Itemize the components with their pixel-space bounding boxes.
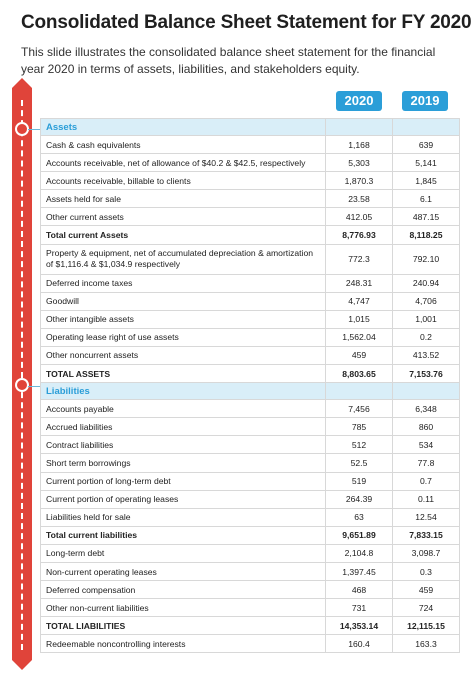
value-2019: 77.8 xyxy=(393,454,460,472)
value-2019: 4,706 xyxy=(393,292,460,310)
table-row xyxy=(41,418,460,436)
value-2020: 160.4 xyxy=(326,635,393,653)
table-row xyxy=(41,208,460,226)
value-2019: 1,001 xyxy=(393,310,460,328)
row-label: TOTAL ASSETS xyxy=(41,365,326,383)
table-row xyxy=(41,508,460,526)
value-2020: 8,776.93 xyxy=(326,226,393,244)
value-2019: 12.54 xyxy=(393,508,460,526)
table-row xyxy=(41,346,460,364)
timeline-bottom-arrow xyxy=(12,660,32,670)
row-label: Goodwill xyxy=(41,292,326,310)
row-label: Liabilities held for sale xyxy=(41,508,326,526)
value-2019: 459 xyxy=(393,581,460,599)
value-2020: 2,104.8 xyxy=(326,544,393,562)
row-label: Deferred compensation xyxy=(41,581,326,599)
value-2019: 487.15 xyxy=(393,208,460,226)
table-row xyxy=(41,244,460,274)
table-row xyxy=(41,454,460,472)
value-2020: 1,168 xyxy=(326,136,393,154)
value-2019: 7,833.15 xyxy=(393,526,460,544)
value-2020: 1,397.45 xyxy=(326,562,393,580)
value-2019: 7,153.76 xyxy=(393,365,460,383)
value-2020: 731 xyxy=(326,599,393,617)
section-title: Liabilities xyxy=(41,383,326,400)
value-2020: 264.39 xyxy=(326,490,393,508)
value-2020: 63 xyxy=(326,508,393,526)
value-2019: 534 xyxy=(393,436,460,454)
value-2019: 5,141 xyxy=(393,154,460,172)
value-2019: 240.94 xyxy=(393,274,460,292)
subtotal-row xyxy=(41,526,460,544)
value-2020: 1,015 xyxy=(326,310,393,328)
section-title: Assets xyxy=(41,119,326,136)
value-2020: 459 xyxy=(326,346,393,364)
value-2019: 0.2 xyxy=(393,328,460,346)
value-2020: 7,456 xyxy=(326,400,393,418)
value-2020: 468 xyxy=(326,581,393,599)
total-row xyxy=(41,365,460,383)
table-row xyxy=(41,599,460,617)
section-header-liabilities xyxy=(41,383,460,400)
table-row xyxy=(41,490,460,508)
row-label: Long-term debt xyxy=(41,544,326,562)
timeline-top-arrow xyxy=(12,78,32,88)
row-label: Assets held for sale xyxy=(41,190,326,208)
value-2020: 52.5 xyxy=(326,454,393,472)
table-row xyxy=(41,544,460,562)
subtotal-row xyxy=(41,226,460,244)
timeline-bar xyxy=(12,88,32,660)
table-row xyxy=(41,328,460,346)
total-row xyxy=(41,617,460,635)
value-2019: 6.1 xyxy=(393,190,460,208)
row-label: Accounts receivable, net of allowance of $40.2 & $42.5, respectively xyxy=(41,154,326,172)
value-2020: 9,651.89 xyxy=(326,526,393,544)
value-2019: 0.3 xyxy=(393,562,460,580)
table-row xyxy=(41,436,460,454)
value-2020: 785 xyxy=(326,418,393,436)
row-label: Accounts receivable, billable to clients xyxy=(41,172,326,190)
value-2019: 0.11 xyxy=(393,490,460,508)
value-2019: 163.3 xyxy=(393,635,460,653)
table-row xyxy=(41,172,460,190)
table-row xyxy=(41,190,460,208)
value-2019: 0.7 xyxy=(393,472,460,490)
table-row xyxy=(41,581,460,599)
year-header-2020: 2020 xyxy=(336,91,382,111)
row-label: Contract liabilities xyxy=(41,436,326,454)
value-2019: 792.10 xyxy=(393,244,460,274)
table-row xyxy=(41,635,460,653)
value-2020: 1,562.04 xyxy=(326,328,393,346)
value-2020: 1,870.3 xyxy=(326,172,393,190)
table-row xyxy=(41,154,460,172)
value-2019: 724 xyxy=(393,599,460,617)
value-2019: 8,118.25 xyxy=(393,226,460,244)
value-2020: 519 xyxy=(326,472,393,490)
row-label: Non-current operating leases xyxy=(41,562,326,580)
timeline-node-assets xyxy=(15,122,29,136)
row-label: Accounts payable xyxy=(41,400,326,418)
value-2020: 8,803.65 xyxy=(326,365,393,383)
row-label: Other current assets xyxy=(41,208,326,226)
row-label: Other intangible assets xyxy=(41,310,326,328)
row-label: Accrued liabilities xyxy=(41,418,326,436)
value-2020: 14,353.14 xyxy=(326,617,393,635)
table-row xyxy=(41,310,460,328)
page-description: This slide illustrates the consolidated balance sheet statement for the financial year 2020 in terms of assets, liabilities, and stakeholders equity. xyxy=(21,45,436,76)
row-label: Current portion of operating leases xyxy=(41,490,326,508)
value-2020: 512 xyxy=(326,436,393,454)
table-row xyxy=(41,562,460,580)
row-label: Property & equipment, net of accumulated depreciation & amortization of $1,116.4 & $1,034.9 respectively xyxy=(41,244,326,274)
table-row xyxy=(41,472,460,490)
value-2020: 4,747 xyxy=(326,292,393,310)
value-2020: 412.05 xyxy=(326,208,393,226)
row-label: Cash & cash equivalents xyxy=(41,136,326,154)
row-label: Total current Assets xyxy=(41,226,326,244)
page-title: Consolidated Balance Sheet Statement for FY 2020 xyxy=(21,12,472,33)
table-row xyxy=(41,400,460,418)
table-row xyxy=(41,136,460,154)
value-2020: 23.58 xyxy=(326,190,393,208)
value-2020: 5,303 xyxy=(326,154,393,172)
row-label: Total current liabilities xyxy=(41,526,326,544)
balance-sheet-table xyxy=(40,118,460,653)
row-label: TOTAL LIABILITIES xyxy=(41,617,326,635)
row-label: Other noncurrent assets xyxy=(41,346,326,364)
table-row xyxy=(41,274,460,292)
value-2020: 772.3 xyxy=(326,244,393,274)
section-header-assets xyxy=(41,119,460,136)
row-label: Operating lease right of use assets xyxy=(41,328,326,346)
row-label: Short term borrowings xyxy=(41,454,326,472)
row-label: Deferred income taxes xyxy=(41,274,326,292)
value-2019: 12,115.15 xyxy=(393,617,460,635)
value-2019: 6,348 xyxy=(393,400,460,418)
value-2019: 413.52 xyxy=(393,346,460,364)
value-2019: 860 xyxy=(393,418,460,436)
value-2019: 1,845 xyxy=(393,172,460,190)
row-label: Current portion of long-term debt xyxy=(41,472,326,490)
timeline-dashed-line xyxy=(21,100,23,650)
row-label: Other non-current liabilities xyxy=(41,599,326,617)
timeline-node-liabilities xyxy=(15,378,29,392)
row-label: Redeemable noncontrolling interests xyxy=(41,635,326,653)
value-2019: 3,098.7 xyxy=(393,544,460,562)
value-2020: 248.31 xyxy=(326,274,393,292)
year-header-2019: 2019 xyxy=(402,91,448,111)
table-row xyxy=(41,292,460,310)
value-2019: 639 xyxy=(393,136,460,154)
